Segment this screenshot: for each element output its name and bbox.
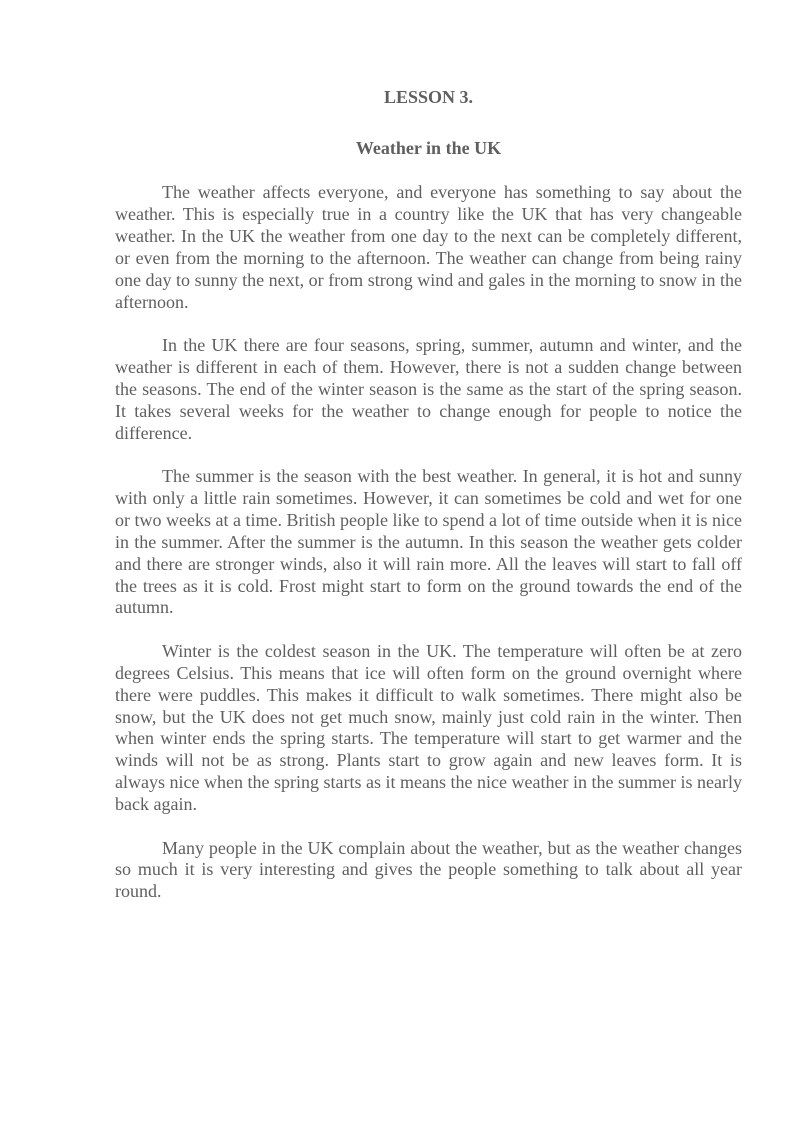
paragraph: Many people in the UK complain about the weather, but as the weather changes so much it is very interesting and gives the people something to talk about all year round. [115,837,742,902]
paragraph: In the UK there are four seasons, spring, summer, autumn and winter, and the weather is different in each of them. However, there is not a sudden change between the seasons. The end of the winter season is the same as the start of the spring season. It takes several weeks for the weather to change enough for people to notice the difference. [115,334,742,443]
paragraph: The weather affects everyone, and everyone has something to say about the weather. This is especially true in a country like the UK that has very changeable weather. In the UK the weather from one day to the next can be completely different, or even from the morning to the afternoon. The weather can change from being rainy one day to sunny the next, or from strong wind and gales in the morning to snow in the afternoon. [115,182,742,312]
lesson-heading: LESSON 3. [383,87,474,107]
document-page [115,86,742,925]
paragraph: Winter is the coldest season in the UK. The temperature will often be at zero degrees Celsius. This means that ice will often form on the ground overnight where there were puddles. This makes it difficult to walk sometimes. There might also be snow, but the UK does not get much snow, mainly just cold rain in the winter. Then when winter ends the spring starts. The temperature will start to get warmer and the winds will not be as strong. Plants start to grow again and new leaves form. It is always nice when the spring starts as it means the nice weather in the summer is nearly back again. [115,640,742,815]
document-title: Weather in the UK [355,138,502,158]
paragraph: The summer is the season with the best weather. In general, it is hot and sunny with only a little rain sometimes. However, it can sometimes be cold and wet for one or two weeks at a time. British people like to spend a lot of time outside when it is nice in the summer. After the summer is the autumn. In this season the weather gets colder and there are stronger winds, also it will rain more. All the leaves will start to fall off the trees as it is cold. Frost might start to form on the ground towards the end of the autumn. [115,465,742,618]
